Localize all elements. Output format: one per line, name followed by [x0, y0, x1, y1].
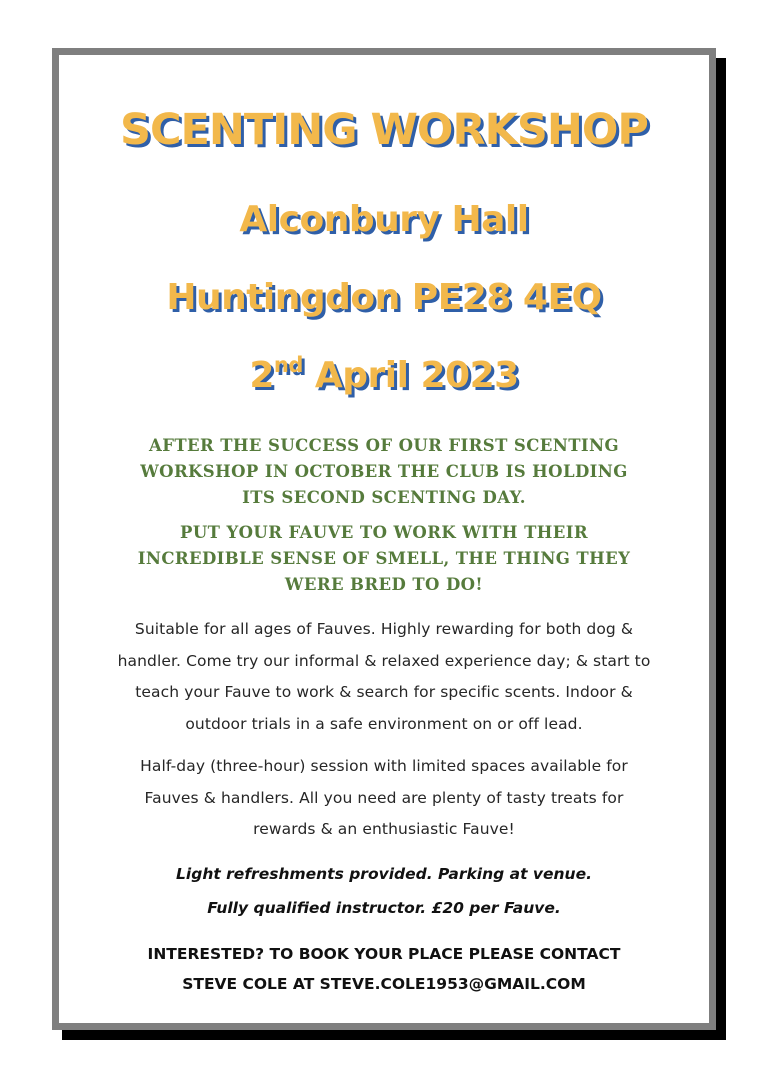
date-suffix: nd: [273, 353, 303, 377]
poster-title: SCENTING WORKSHOP: [120, 105, 648, 155]
details-paragraph: [59, 857, 709, 925]
details-line: Light refreshments provided. Parking at venue.: [176, 865, 592, 883]
intro-line: ITS SECOND SCENTING DAY.: [242, 488, 526, 507]
tagline-line: WERE BRED TO DO!: [284, 575, 484, 594]
date-day: 2: [249, 355, 274, 396]
session-paragraph: [69, 751, 699, 846]
session-line: Half-day (three-hour) session with limited spaces available for: [140, 757, 628, 775]
event-date: [59, 355, 709, 396]
description-line: Suitable for all ages of Fauves. Highly rewarding for both dog &: [134, 620, 634, 638]
contact-paragraph: [59, 939, 709, 999]
tagline-line: PUT YOUR FAUVE TO WORK WITH THEIR: [180, 523, 588, 542]
date-month-year: April 2023: [302, 355, 519, 396]
session-line: Fauves & handlers. All you need are plenty of tasty treats for: [144, 788, 624, 807]
tagline-line: INCREDIBLE SENSE OF SMELL, THE THING THEY: [137, 549, 631, 568]
description-line: outdoor trials in a safe environment on or off lead.: [185, 714, 583, 733]
intro-line: WORKSHOP IN OCTOBER THE CLUB IS HOLDING: [140, 462, 628, 481]
intro-line: AFTER THE SUCCESS OF OUR FIRST SCENTING: [149, 436, 619, 455]
venue-location: Huntingdon PE28 4EQ: [166, 277, 602, 318]
contact-line: INTERESTED? TO BOOK YOUR PLACE PLEASE CONTACT: [147, 945, 621, 963]
venue-name: Alconbury Hall: [239, 199, 529, 240]
tagline-heading: [79, 520, 689, 598]
description-paragraph: [69, 614, 699, 740]
contact-line: STEVE COLE AT STEVE.COLE1953@GMAIL.COM: [182, 975, 586, 993]
intro-heading: [79, 433, 689, 511]
description-line: handler. Come try our informal & relaxed experience day; & start to: [117, 651, 651, 670]
description-line: teach your Fauve to work & search for specific scents. Indoor &: [135, 683, 633, 701]
details-line: Fully qualified instructor. £20 per Fauve.: [207, 899, 561, 917]
session-line: rewards & an enthusiastic Fauve!: [253, 820, 515, 838]
poster-frame: [52, 48, 716, 1030]
